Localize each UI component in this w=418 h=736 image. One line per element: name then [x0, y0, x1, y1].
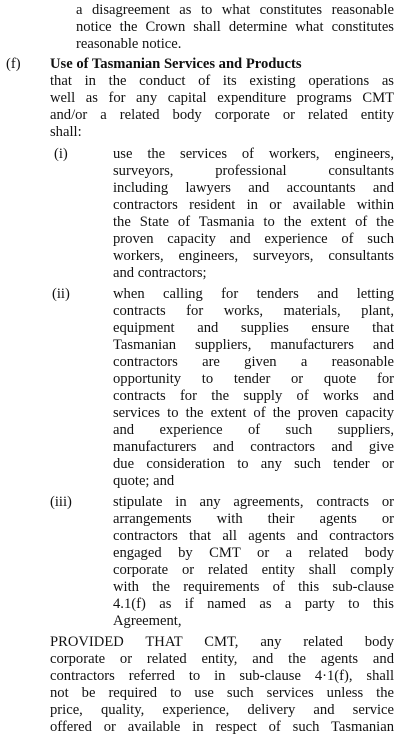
- proviso-line-4: not be required to use such services unless the: [50, 685, 394, 701]
- item-iii-line-6: with the requirements of this sub-clause: [113, 579, 394, 595]
- clause-f-line-3: and/or a related body corporate or related entity: [50, 107, 394, 123]
- item-ii-marker: (ii): [52, 286, 70, 302]
- item-iii-marker: (iii): [50, 494, 72, 510]
- item-ii-line-4: Tasmanian suppliers, manufacturers and: [113, 337, 394, 353]
- item-ii-line-7: contracts for the supply of works and: [113, 388, 394, 404]
- item-i-line-2: surveyors, professional consultants: [113, 163, 394, 179]
- item-i-line-8: and contractors;: [113, 265, 207, 281]
- clause-f-marker: (f): [6, 56, 21, 72]
- intro-line-2: notice the Crown shall determine what constitutes: [76, 19, 394, 35]
- item-iii-line-1: stipulate in any agreements, contracts or: [113, 494, 394, 510]
- item-ii-line-1: when calling for tenders and letting: [113, 286, 394, 302]
- item-iii-line-3: contractors that all agents and contractors: [113, 528, 394, 544]
- item-iii-line-7: 4.1(f) as if named as a party to this: [113, 596, 394, 612]
- proviso-line-2: corporate or related entity, and the agents and: [50, 651, 394, 667]
- clause-f-line-4: shall:: [50, 124, 82, 140]
- clause-f-heading: Use of Tasmanian Services and Products: [50, 56, 302, 72]
- item-i-line-5: the State of Tasmania to the extent of the: [113, 214, 394, 230]
- item-ii-line-3: equipment and supplies ensure that: [113, 320, 394, 336]
- item-iii-line-4: engaged by CMT or a related body: [113, 545, 394, 561]
- item-i-line-3: including lawyers and accountants and: [113, 180, 394, 196]
- item-ii-line-5: contractors are given a reasonable: [113, 354, 394, 370]
- proviso-line-6: offered or available in respect of such Tasmanian: [50, 719, 394, 735]
- item-iii-line-8: Agreement,: [113, 613, 182, 629]
- item-iii-line-5: corporate or related entity shall comply: [113, 562, 394, 578]
- item-ii-line-10: manufacturers and contractors and give: [113, 439, 394, 455]
- item-iii-line-2: arrangements with their agents or: [113, 511, 394, 527]
- clause-f-line-2: well as for any capital expenditure programs CMT: [50, 90, 394, 106]
- item-i-line-4: contractors resident in or available within: [113, 197, 394, 213]
- proviso-line-3: contractors referred to in sub-clause 4·1(f), shall: [50, 668, 394, 684]
- item-i-line-6: proven capacity and experience of such: [113, 231, 394, 247]
- item-ii-line-11: due consideration to any such tender or: [113, 456, 394, 472]
- item-ii-line-6: opportunity to tender or quote for: [113, 371, 394, 387]
- proviso-line-1: PROVIDED THAT CMT, any related body: [50, 634, 394, 650]
- clause-f-line-1: that in the conduct of its existing operations as: [50, 73, 394, 89]
- intro-line-1: a disagreement as to what constitutes reasonable: [76, 2, 394, 18]
- item-ii-line-2: contracts for works, materials, plant,: [113, 303, 394, 319]
- item-ii-line-12: quote; and: [113, 473, 175, 489]
- item-i-line-7: workers, engineers, surveyors, consultants: [113, 248, 394, 264]
- item-ii-line-9: and experience of such suppliers,: [113, 422, 394, 438]
- item-i-marker: (i): [54, 146, 68, 162]
- item-i-line-1: use the services of workers, engineers,: [113, 146, 394, 162]
- intro-line-3: reasonable notice.: [76, 36, 182, 52]
- proviso-line-5: price, quality, experience, delivery and service: [50, 702, 394, 718]
- item-ii-line-8: services to the extent of the proven capacity: [113, 405, 394, 421]
